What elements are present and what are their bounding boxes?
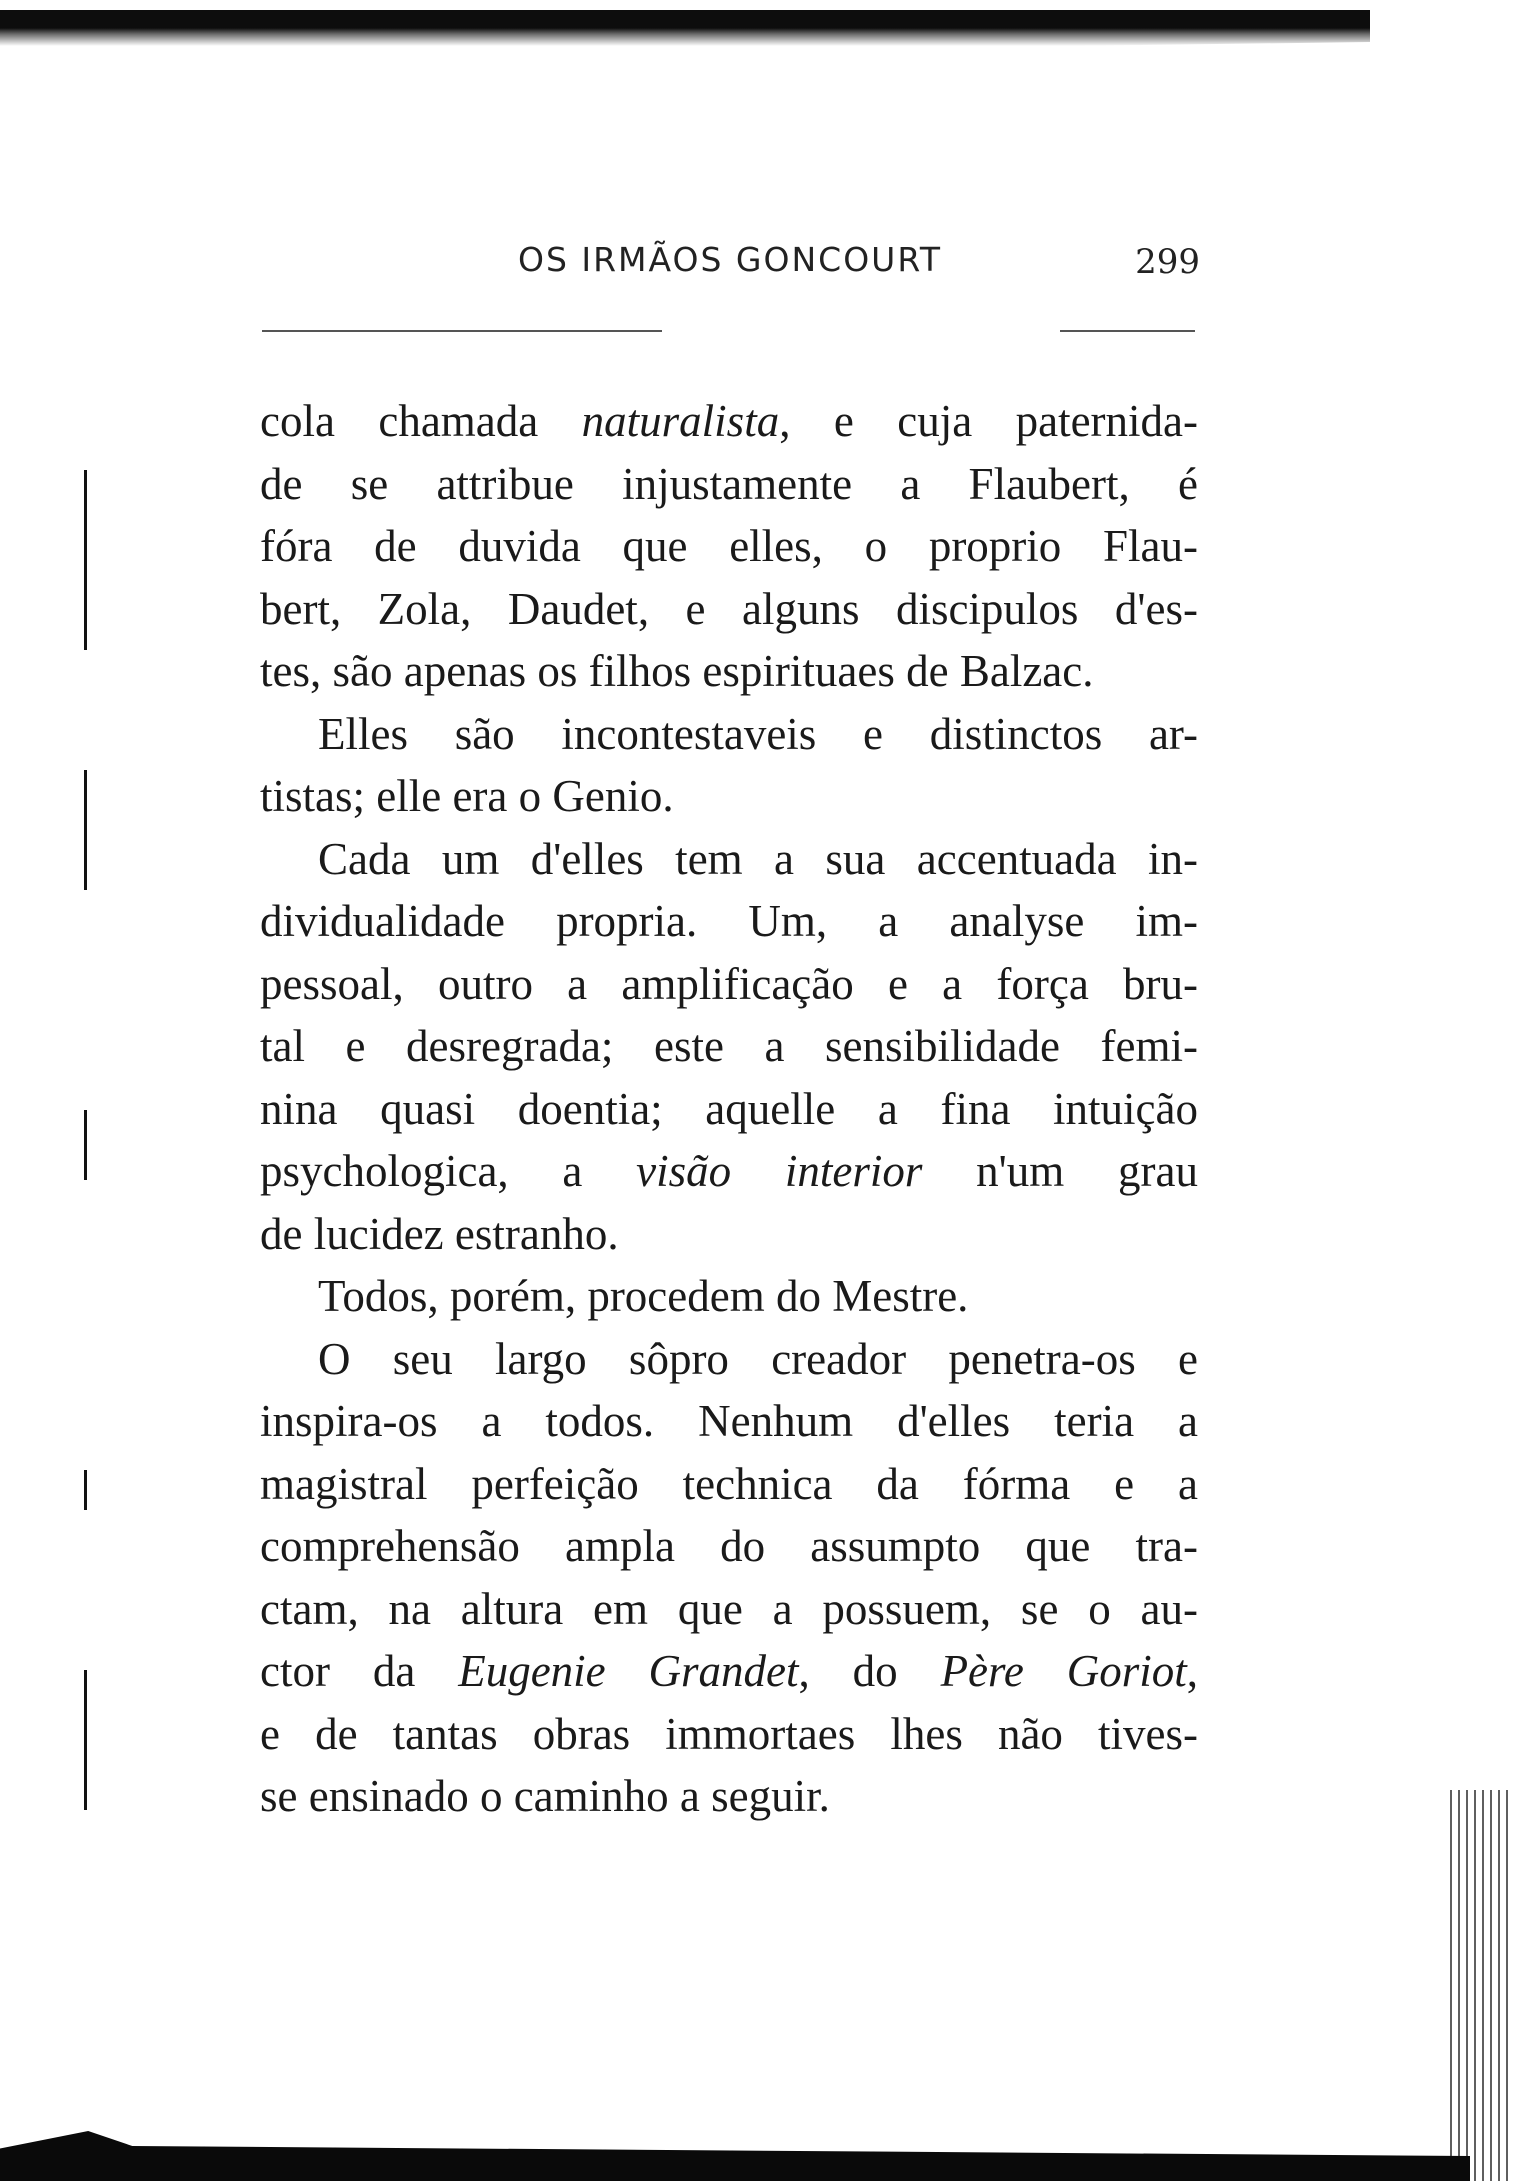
text-line: nina quasi doentia; aquelle a fina intuição [260, 1083, 1198, 1134]
head-rule-left [262, 330, 662, 332]
italic-title: Eugenie Grandet [458, 1646, 799, 1696]
italic-term: naturalista [581, 396, 780, 446]
page-number: 299 [1135, 242, 1200, 282]
text-line: ctor da Eugenie Grandet, do Père Goriot, [260, 1646, 1198, 1696]
text-line: magistral perfeição technica da fórma e a [260, 1458, 1198, 1509]
running-head [260, 240, 1200, 300]
text-line: psychologica, a visão interior n'um grau [260, 1146, 1198, 1196]
body-text [260, 390, 1198, 1828]
scan-bottom-edge [0, 2101, 1514, 2181]
text-line: fóra de duvida que elles, o proprio Flau- [260, 521, 1198, 571]
text-line: de se attribue injustamente a Flaubert, é [260, 458, 1198, 509]
text-line: inspira-os a todos. Nenhum d'elles teria a [260, 1396, 1198, 1446]
text-line: de lucidez estranho. [260, 1208, 619, 1259]
italic-title: Père Goriot [940, 1646, 1187, 1696]
text-line: dividualidade propria. Um, a analyse im- [260, 896, 1198, 946]
scan-top-edge [0, 0, 1370, 60]
text-line: e de tantas obras immortaes lhes não tives- [260, 1708, 1198, 1759]
text-line: cola chamada naturalista, e cuja paternida- [260, 396, 1198, 446]
text-line: Elles são incontestaveis e distinctos ar- [318, 708, 1198, 759]
text-line: tal e desregrada; este a sensibilidade femi- [260, 1021, 1198, 1071]
italic-term: visão interior [636, 1146, 923, 1196]
text-line: Cada um d'elles tem a sua accentuada in- [318, 833, 1198, 884]
margin-scan-marks [60, 250, 120, 1870]
text-line: bert, Zola, Daudet, e alguns discipulos d'es- [260, 583, 1198, 634]
head-rule-right [1060, 330, 1195, 332]
text-line: pessoal, outro a amplificação e a força bru- [260, 958, 1198, 1009]
text-line: se ensinado o caminho a seguir. [260, 1771, 830, 1821]
text-line: comprehensão ampla do assumpto que tra- [260, 1521, 1198, 1571]
text-line: O seu largo sôpro creador penetra-os e [318, 1333, 1198, 1384]
running-title: OS IRMÃOS GONCOURT [517, 240, 943, 279]
text-line: tes, são apenas os filhos espirituaes de Balzac. [260, 646, 1094, 696]
text-line: tistas; elle era o Genio. [260, 771, 674, 821]
text-line: ctam, na altura em que a possuem, se o au- [260, 1583, 1198, 1634]
text-line: Todos, porém, procedem do Mestre. [318, 1271, 969, 1321]
